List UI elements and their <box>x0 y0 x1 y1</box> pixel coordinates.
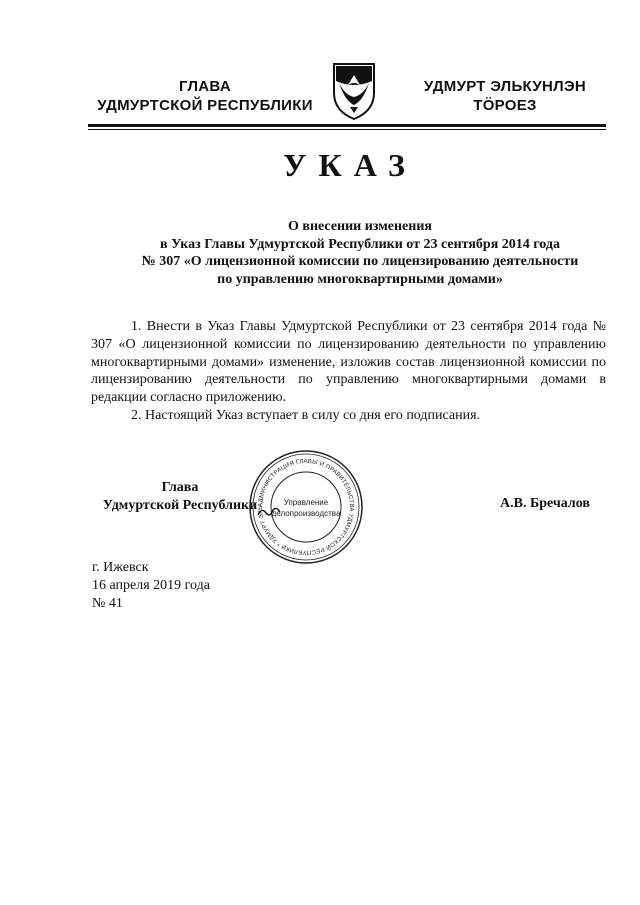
date: 16 апреля 2019 года <box>92 578 210 593</box>
handwritten-signature-mark <box>257 505 281 517</box>
header-rule-thin <box>88 129 606 130</box>
decree-number: № 41 <box>92 596 123 611</box>
position-line1: Глава <box>161 480 199 495</box>
header-right <box>405 77 605 115</box>
place-date-number <box>92 559 210 613</box>
stamp-center-line2: делопроизводства <box>271 509 341 518</box>
document-title: УКАЗ <box>283 147 417 183</box>
paragraph-1: 1. Внести в Указ Главы Удмуртской Республики от 23 сентября 2014 года № 307 «О лицензионной комиссии по лицензированию деятельности по управлению многоквартирными домами» изменение, изложив состав лицензионной комиссии по лицензированию деятельности по управлению многоквартирными домами в редакции согласно приложению. <box>91 319 606 406</box>
subject-line: в Указ Главы Удмуртской Республики от 23 сентября 2014 года <box>160 236 560 252</box>
header-left <box>80 77 330 115</box>
document-subject <box>100 218 620 288</box>
header-left-line2: УДМУРТСКОЙ РЕСПУБЛИКИ <box>97 97 313 114</box>
header-right-line1: УДМУРТ ЭЛЬКУНЛЭН <box>423 78 587 95</box>
udmurt-coat-of-arms-icon <box>331 61 377 121</box>
header-rule-thick <box>88 124 606 127</box>
paragraph-2: 2. Настоящий Указ вступает в силу со дня его подписания. <box>131 408 481 423</box>
signatory-name: А.В. Бречалов <box>500 496 590 511</box>
subject-line: № 307 «О лицензионной комиссии по лицензированию деятельности <box>141 254 579 269</box>
stamp-ring-text: АДМИНИСТРАЦИЯ ГЛАВЫ И ПРАВИТЕЛЬСТВА УДМУРТСКОЙ РЕСПУБЛИКИ * УДМУРТ ЭЛЬ <box>257 458 355 556</box>
subject-line: по управлению многоквартирными домами» <box>217 271 503 287</box>
subject-line: О внесении изменения <box>288 219 432 234</box>
header-right-line2: ТӦРОЕЗ <box>473 97 537 114</box>
place: г. Ижевск <box>92 560 149 575</box>
signatory-position <box>90 479 270 515</box>
header-left-line1: ГЛАВА <box>179 78 231 95</box>
stamp-center-line1: Управление <box>283 498 329 507</box>
position-line2: Удмуртской Республики <box>102 498 258 513</box>
